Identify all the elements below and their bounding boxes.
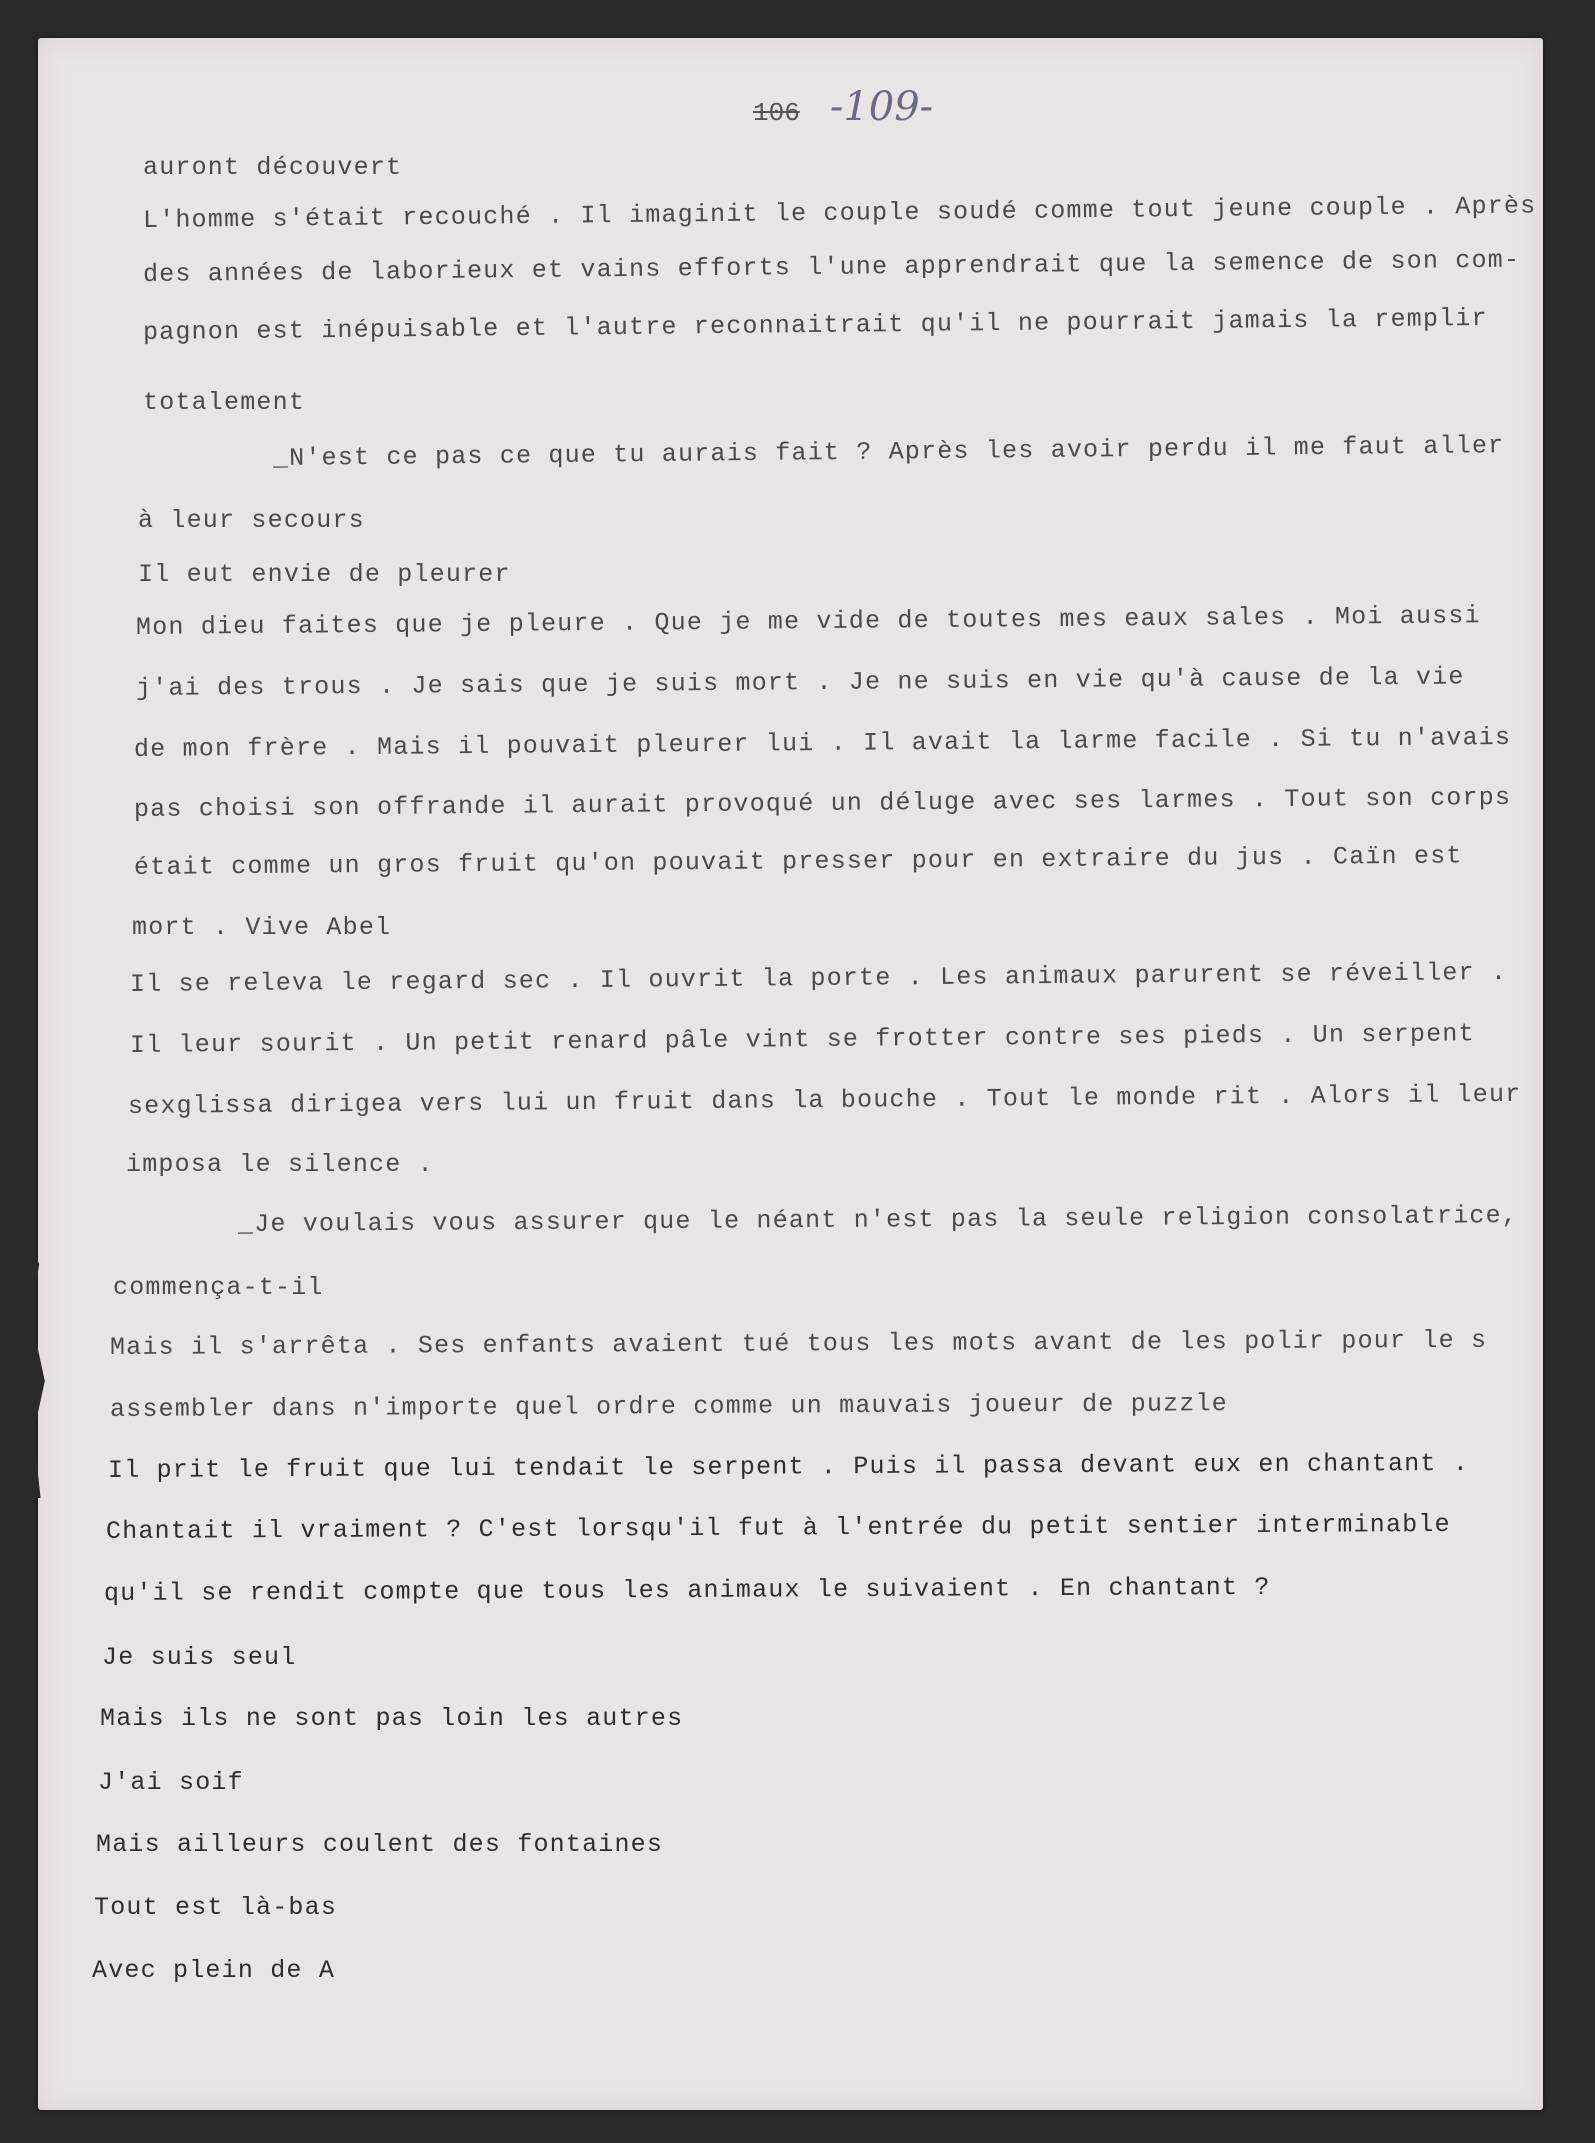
text-line: auront découvert (143, 153, 403, 182)
text-line: assembler dans n'importe quel ordre comme un mauvais joueur de puzzle (109, 1389, 1229, 1424)
old-page-number: 106 (753, 98, 800, 128)
text-line: Tout est là-bas (94, 1893, 338, 1922)
typed-text (38, 38, 1543, 2110)
text-line: _N'est ce pas ce que tu aurais fait ? Après les avoir perdu il me faut aller (272, 431, 1505, 473)
text-line: Il leur sourit . Un petit renard pâle vint se frotter contre ses pieds . Un serpent (129, 1019, 1475, 1060)
text-line: commença-t-il (113, 1273, 324, 1302)
text-line: totalement (143, 388, 306, 417)
text-line: à leur secours (138, 506, 365, 535)
text-line: pagnon est inépuisable et l'autre reconnaitrait qu'il ne pourrait jamais la remplir (142, 303, 1488, 347)
text-line: j'ai des trous . Je sais que je suis mort . Je ne suis en vie qu'à cause de la vie (135, 662, 1465, 703)
text-line: Il se releva le regard sec . Il ouvrit la porte . Les animaux parurent se réveiller . (129, 957, 1508, 999)
text-line: J'ai soif (98, 1768, 244, 1797)
text-line: Mais il s'arrêta . Ses enfants avaient tué tous les mots avant de les polir pour le s (109, 1325, 1488, 1362)
new-page-number: -109- (829, 84, 934, 130)
text-line: pas choisi son offrande il aurait provoqué un déluge avec ses larmes . Tout son corps (133, 782, 1512, 824)
text-line: _Je voulais vous assurer que le néant n'est pas la seule religion consolatrice, (237, 1201, 1519, 1239)
text-line: Mais ailleurs coulent des fontaines (96, 1830, 664, 1859)
text-line: de mon frère . Mais il pouvait pleurer lui . Il avait la larme facile . Si tu n'avais (133, 722, 1512, 764)
text-line: Avec plein de A (92, 1956, 336, 1985)
text-line: Je suis seul (102, 1643, 297, 1672)
text-line: Il eut envie de pleurer (138, 560, 511, 589)
text-line: imposa le silence . (126, 1150, 434, 1179)
text-line: était comme un gros fruit qu'on pouvait presser pour en extraire du jus . Caïn est (133, 841, 1463, 882)
text-line: Mais ils ne sont pas loin les autres (100, 1704, 684, 1733)
text-line: Il prit le fruit que lui tendait le serpent . Puis il passa devant eux en chantant . (107, 1448, 1470, 1485)
text-line: Mon dieu faites que je pleure . Que je me vide de toutes mes eaux sales . Moi aussi (135, 601, 1481, 642)
text-line: sexglissa dirigea vers lui un fruit dans la bouche . Tout le monde rit . Alors il leur (127, 1079, 1522, 1121)
document-page (38, 38, 1543, 2110)
text-line: des années de laborieux et vains efforts l'une apprendrait que la semence de son com- (142, 245, 1521, 289)
text-line: Chantait il vraiment ? C'est lorsqu'il fut à l'entrée du petit sentier interminable (105, 1509, 1451, 1546)
text-line: mort . Vive Abel (132, 913, 392, 942)
text-line: L'homme s'était recouché . Il imaginit le couple soudé comme tout jeune couple . Après (142, 191, 1537, 235)
text-line: qu'il se rendit compte que tous les animaux le suivaient . En chantant ? (103, 1572, 1271, 1608)
